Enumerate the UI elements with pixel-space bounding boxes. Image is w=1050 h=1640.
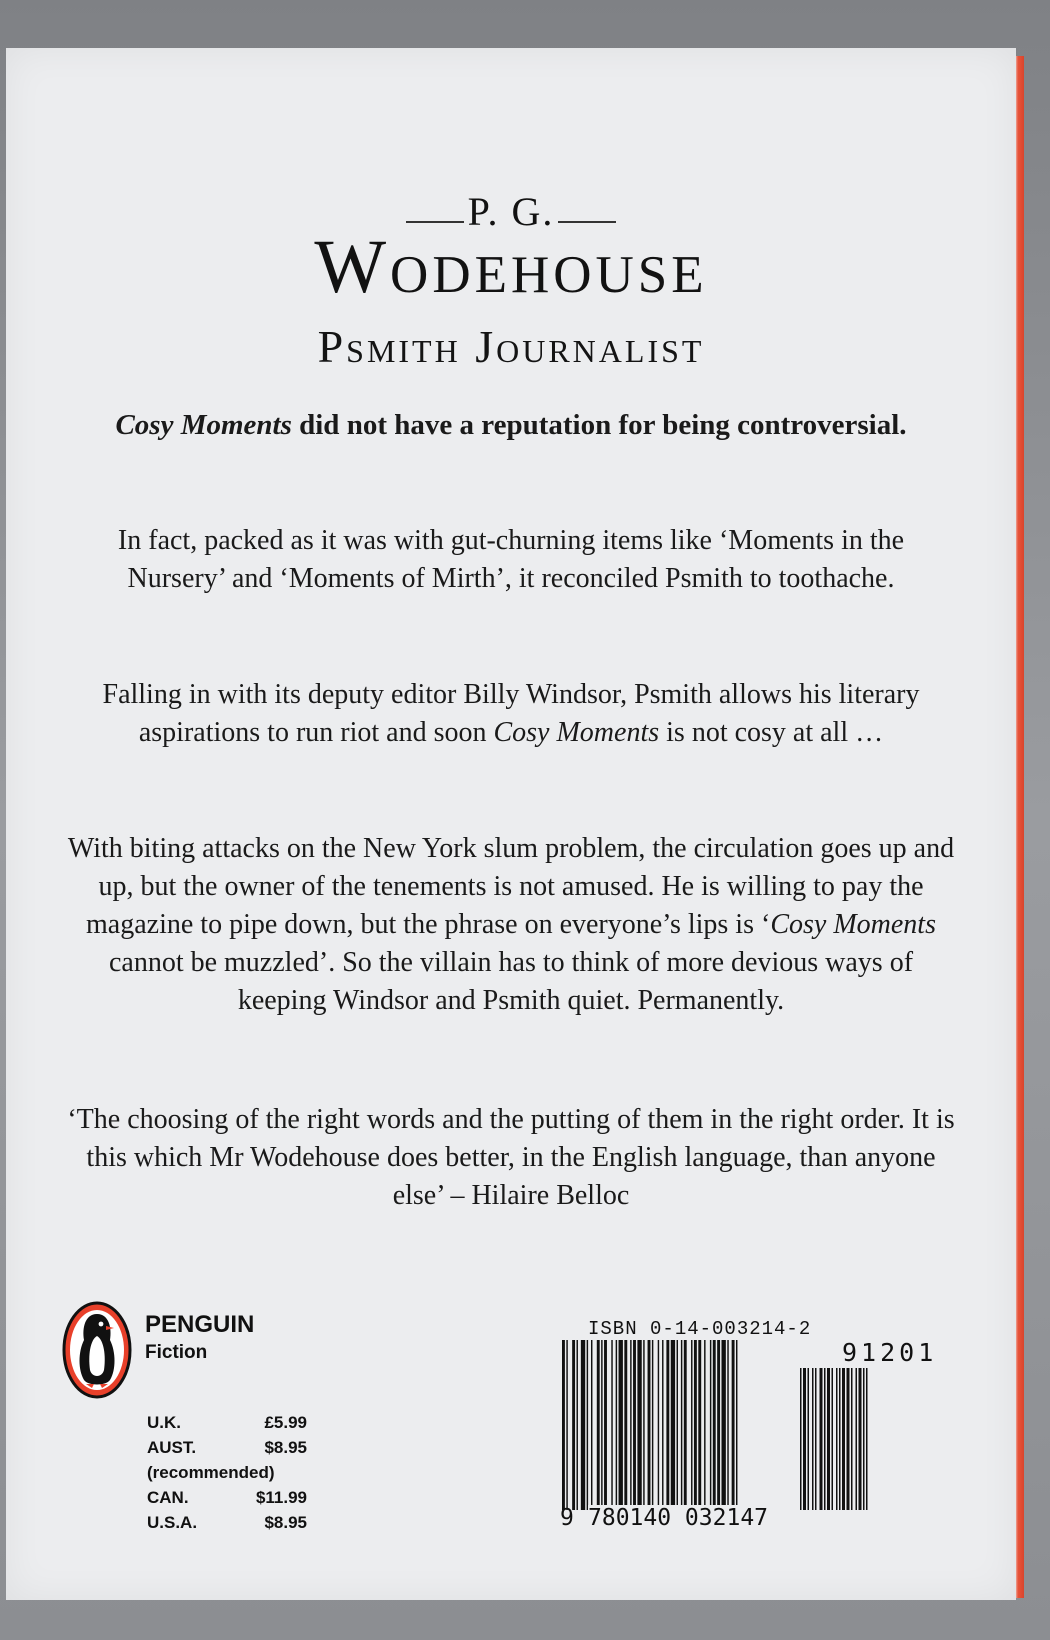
barcode-bar — [832, 1368, 834, 1510]
price-country: CAN. — [147, 1488, 189, 1507]
barcode-bar — [624, 1340, 627, 1510]
barcode-bar — [684, 1340, 687, 1510]
barcode-bar — [671, 1340, 675, 1510]
barcode-bar — [658, 1340, 659, 1510]
barcode-bar — [827, 1368, 830, 1510]
magazine-name: Cosy Moments — [493, 717, 660, 748]
barcode-bar — [722, 1340, 726, 1510]
barcode-bar — [597, 1340, 600, 1510]
blurb-paragraph-3 — [66, 830, 956, 1020]
barcode-bar — [572, 1340, 575, 1510]
price-row — [147, 1485, 307, 1510]
barcode-bar — [808, 1368, 810, 1510]
price-value: $11.99 — [255, 1488, 307, 1507]
blurb-paragraph-2 — [66, 676, 956, 752]
price-list — [147, 1410, 307, 1535]
barcode-bar — [681, 1340, 682, 1510]
barcode-bar — [732, 1340, 735, 1510]
barcode-bar — [611, 1340, 612, 1510]
review-quote: ‘The choosing of the right words and the putting of them in the right order. It is this which Mr Wodehouse does better, in the English language, than anyone else’ – Hilaire Belloc — [67, 1104, 955, 1211]
price-country: U.S.A. — [147, 1513, 198, 1532]
barcode-bar — [652, 1340, 653, 1510]
barcode-bar — [587, 1340, 588, 1510]
price-country: AUST. — [147, 1438, 197, 1457]
barcode-bar — [863, 1368, 865, 1510]
barcode-bar — [566, 1340, 567, 1510]
barcode-bar — [633, 1340, 636, 1510]
addon-barcode-bars — [800, 1368, 868, 1510]
barcode-bar — [648, 1340, 651, 1510]
barcode-bar — [866, 1368, 868, 1510]
p3-text-b: cannot be muzzled’. So the villain has to think of more devious ways of keeping Windsor and Psmith quiet. Permanently. — [108, 947, 914, 1016]
barcode-bar — [820, 1368, 823, 1510]
rule-left — [406, 221, 464, 223]
barcode-bar — [604, 1340, 607, 1510]
barcode-bar — [800, 1368, 802, 1510]
barcode-bar — [859, 1368, 862, 1510]
price-row — [147, 1510, 307, 1535]
price-value: $8.95 — [264, 1513, 307, 1532]
price-row — [147, 1460, 307, 1485]
publisher-name: PENGUIN — [145, 1311, 255, 1338]
publisher-brand — [145, 1310, 254, 1366]
barcode-ean-digits: 780140 032147 — [588, 1505, 769, 1531]
barcode-bar — [842, 1368, 845, 1510]
price-row — [147, 1435, 307, 1460]
barcode-bar — [851, 1368, 853, 1510]
barcode-bar — [803, 1368, 806, 1510]
barcode-bar — [562, 1340, 565, 1510]
lead-text: did not have a reputation for being controversial. — [291, 409, 907, 441]
barcode-bar — [704, 1340, 705, 1510]
ean-barcode-bars — [562, 1340, 737, 1510]
author-initials — [402, 188, 621, 235]
price-value: $8.95 — [264, 1438, 307, 1457]
barcode-bar — [698, 1340, 701, 1510]
p2-text-b: is not cosy at all … — [659, 717, 884, 748]
barcode-bar — [662, 1340, 663, 1510]
barcode-bar — [847, 1368, 850, 1510]
price-note: (recommended) — [147, 1463, 275, 1482]
p3-text-a: With biting attacks on the New York slum problem, the circulation goes up and up, but the owner of the tenements is not amused. He is willing to pay the magazine to pipe down, but the phrase on everyone’s lips is ‘ — [67, 833, 955, 940]
barcode-bar — [710, 1340, 711, 1510]
barcode-bar — [694, 1340, 697, 1510]
isbn-label: ISBN 0-14-003214-2 — [588, 1318, 812, 1340]
publisher-category: Fiction — [145, 1342, 208, 1363]
barcode-bar — [677, 1340, 678, 1510]
price-value: £5.99 — [264, 1413, 307, 1432]
barcode-bar — [836, 1368, 838, 1510]
barcode-bar — [666, 1340, 669, 1510]
barcode-bar — [630, 1340, 631, 1510]
barcode-bar — [839, 1368, 841, 1510]
author-surname: Wodehouse — [314, 225, 708, 309]
barcode-bar — [691, 1340, 692, 1510]
barcode-bar — [717, 1340, 720, 1510]
price-row — [147, 1410, 307, 1435]
penguin-logo-icon — [62, 1300, 132, 1400]
barcode-bar — [727, 1340, 728, 1510]
barcode-bar — [824, 1368, 826, 1510]
barcode-bar — [601, 1340, 602, 1510]
barcode-bar — [856, 1368, 858, 1510]
barcode-bar — [619, 1340, 623, 1510]
barcode-bar — [643, 1340, 644, 1510]
barcode-bar — [637, 1340, 641, 1510]
barcode-bar — [713, 1340, 716, 1510]
barcode-bar — [736, 1340, 737, 1510]
magazine-name: Cosy Moments — [770, 909, 936, 940]
barcode-bar — [581, 1340, 585, 1510]
barcode-bar — [815, 1368, 817, 1510]
rule-right — [558, 221, 616, 223]
book-title: Psmith Journalist — [317, 321, 705, 372]
barcode-bar — [577, 1340, 578, 1510]
barcode-bar — [812, 1368, 814, 1510]
barcode-bar — [616, 1340, 617, 1510]
price-country: U.K. — [147, 1413, 181, 1432]
barcode-lead-digit: 9 — [560, 1505, 574, 1531]
magazine-name: Cosy Moments — [115, 409, 292, 441]
p2-text-a: Falling in with its deputy editor Billy Windsor, Psmith allows his literary aspirations to run riot and soon — [102, 679, 920, 748]
blurb-paragraph-1: In fact, packed as it was with gut-churning items like ‘Moments in the Nursery’ and ‘Moments of Mirth’, it reconciled Psmith to toothache. — [117, 525, 905, 594]
barcode-bar — [591, 1340, 592, 1510]
author-block — [6, 188, 1016, 309]
barcode-addon-digits: 91201 — [842, 1338, 938, 1367]
blurb-lead — [66, 406, 956, 444]
author-initials-text: P. G. — [467, 189, 555, 234]
